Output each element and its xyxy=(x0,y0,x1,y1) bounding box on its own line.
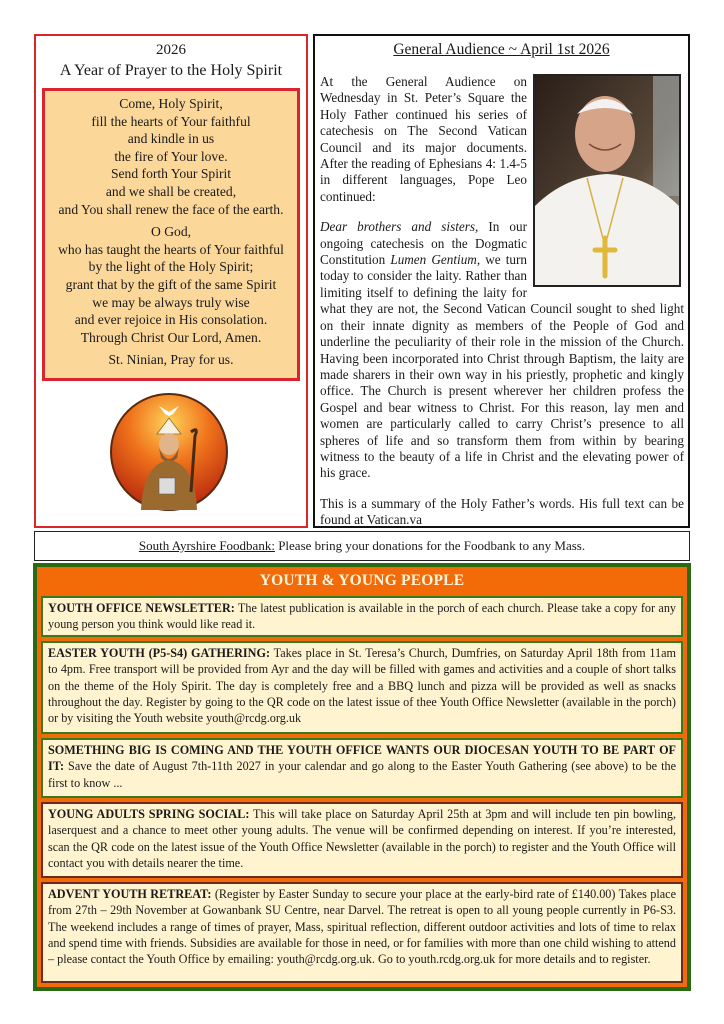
quote-lead: Dear brothers and sisters, xyxy=(320,219,479,235)
audience-intro: At the General Audience on Wednesday in St. Peter’s Square the Holy Father continued his series of catechesis on The Second Vatican Council and its major documents. After the reading of Ephesians 4: 1.4-5 in different languages, Pope Leo continued: xyxy=(320,74,527,204)
foodbank-text: Please bring your donations for the Foodbank to any Mass. xyxy=(274,538,586,553)
prayer-line: fill the hearts of Your faithful xyxy=(91,113,251,129)
item-text: (Register by Easter Sunday to secure your place at the early-bird rate of £140.00) Takes place from 27th – 29th November at Gowanbank SU Centre, near Darvel. The retreat is open to all young people currently in P6-S3. The weekend includes a range of times of prayer, Mass, spiritual reflection, different outdoor activities and lots of time to relax and spend time with friends. Subsidies are available for those in need, or for families with more than one child wishing to attend – please contact the Youth Office by emailing: youth@rcdg.org.uk. Go to youth.rcdg.org.uk for more details and to register. xyxy=(48,887,677,967)
pope-leo-portrait-image xyxy=(533,74,681,287)
youth-section-inner xyxy=(37,567,687,987)
item-text: The latest publication is available in the porch of each church. Please take a copy for any young person you think would like read it. xyxy=(48,601,677,632)
prayer-line: Come, Holy Spirit, xyxy=(119,96,223,111)
prayer-line: O God, xyxy=(150,224,192,240)
item-heading: ADVENT YOUTH RETREAT: xyxy=(48,887,212,901)
prayer-line: and ever rejoice in His consolation. xyxy=(74,312,268,328)
audience-title: General Audience ~ April 1st 2026 xyxy=(393,41,610,58)
item-heading: YOUNG ADULTS SPRING SOCIAL: xyxy=(48,807,250,821)
prayer-line: by the light of the Holy Spirit; xyxy=(88,259,254,275)
prayer-line: Send forth Your Spirit xyxy=(110,166,232,182)
item-text: Takes place in St. Teresa’s Church, Dumfries, on Saturday April 18th from 11am to 4pm. Free transport will be provided from Ayr and the day will be filled with games and activities and a couple of short talks on the theme of the Holy Spirit. The day is completely free and a BBQ lunch and pizza will be provided as well as snacks throughout the day. Register by going to the QR code on the latest issue of thee Youth Office Newsletter (available in the porch) or by visiting the Youth website youth@rcdg.org.uk xyxy=(48,646,676,726)
audience-closing: This is a summary of the Holy Father’s words. His full text can be found at Vatican.va xyxy=(320,495,684,528)
prayer-line: and we shall be created, xyxy=(105,183,237,199)
prayer-invocation: St. Ninian, Pray for us. xyxy=(108,352,234,368)
prayer-line: and You shall renew the face of the earth. xyxy=(58,201,284,217)
prayer-box xyxy=(42,88,300,381)
audience-quote: Dear brothers and sisters, In our ongoing catechesis on the Dogmatic Constitution Lumen Gentium, we turn today to consider the laity. Rather than limiting itself to defining the laity for what they are not, the Second Vatican Council sought to shed light on their innate dignity as members of the People of God and underline the peculiarity of their role in the mission of the Church. Having been incorporated into Christ through Baptism, the laity are made sharers in their own way in his priestly, prophetic and kingly office. The Church is present wherever her children profess the Gospel and bear witness to Christ. For this reason, lay men and women are particularly called to carry Christ’s presence to all spheres of life and so transform them from within by bearing witness to the beauty of a life in Christ and the elevating power of his grace. xyxy=(320,219,684,481)
item-heading: SOMETHING BIG IS COMING AND THE YOUTH OFFICE WANTS OUR DIOCESAN YOUTH TO BE PART OF IT: xyxy=(48,743,676,774)
item-heading: EASTER YOUTH (P5-S4) GATHERING: xyxy=(48,646,271,660)
prayer-line: Through Christ Our Lord, Amen. xyxy=(80,329,262,345)
youth-item-advent-retreat xyxy=(41,882,683,983)
prayer-line: grant that by the gift of the same Spirit xyxy=(65,276,277,292)
youth-section-title: YOUTH & YOUNG PEOPLE xyxy=(259,572,465,589)
st-ninian-medallion-image xyxy=(109,392,229,512)
prayer-line: we may be always truly wise xyxy=(92,294,250,310)
prayer-line: who has taught the hearts of Your faithful xyxy=(58,241,284,257)
item-heading: YOUTH OFFICE NEWSLETTER: xyxy=(48,601,235,615)
prayer-title: A Year of Prayer to the Holy Spirit xyxy=(59,62,283,79)
youth-section xyxy=(33,563,691,991)
youth-item-something-big xyxy=(41,738,683,798)
prayer-panel xyxy=(34,34,308,528)
youth-item-newsletter xyxy=(41,596,683,637)
item-text: This will take place on Saturday April 25th at 3pm and will include ten pin bowling, laserquest and a chance to meet other young adults. The venue will be confirmed depending on interest. If you’re interested, scan the QR code on the latest issue of the Youth Office Newsletter (available in the porch) to register and the Youth Office will contact you with details nearer the time. xyxy=(48,807,676,870)
prayer-line: and kindle in us xyxy=(127,131,215,147)
item-text: Save the date of August 7th-11th 2027 in your calendar and go along to the Easter Youth Gathering (see above) to be the first to know ... xyxy=(48,759,676,790)
general-audience-panel xyxy=(313,34,690,528)
foodbank-notice xyxy=(34,531,690,561)
prayer-year: 2026 xyxy=(156,42,186,58)
youth-item-spring-social xyxy=(41,802,683,878)
foodbank-label: South Ayrshire Foodbank: xyxy=(138,538,275,553)
prayer-line: the fire of Your love. xyxy=(114,148,228,164)
document-name: Lumen Gentium xyxy=(390,252,477,268)
youth-item-easter-gathering xyxy=(41,641,683,734)
